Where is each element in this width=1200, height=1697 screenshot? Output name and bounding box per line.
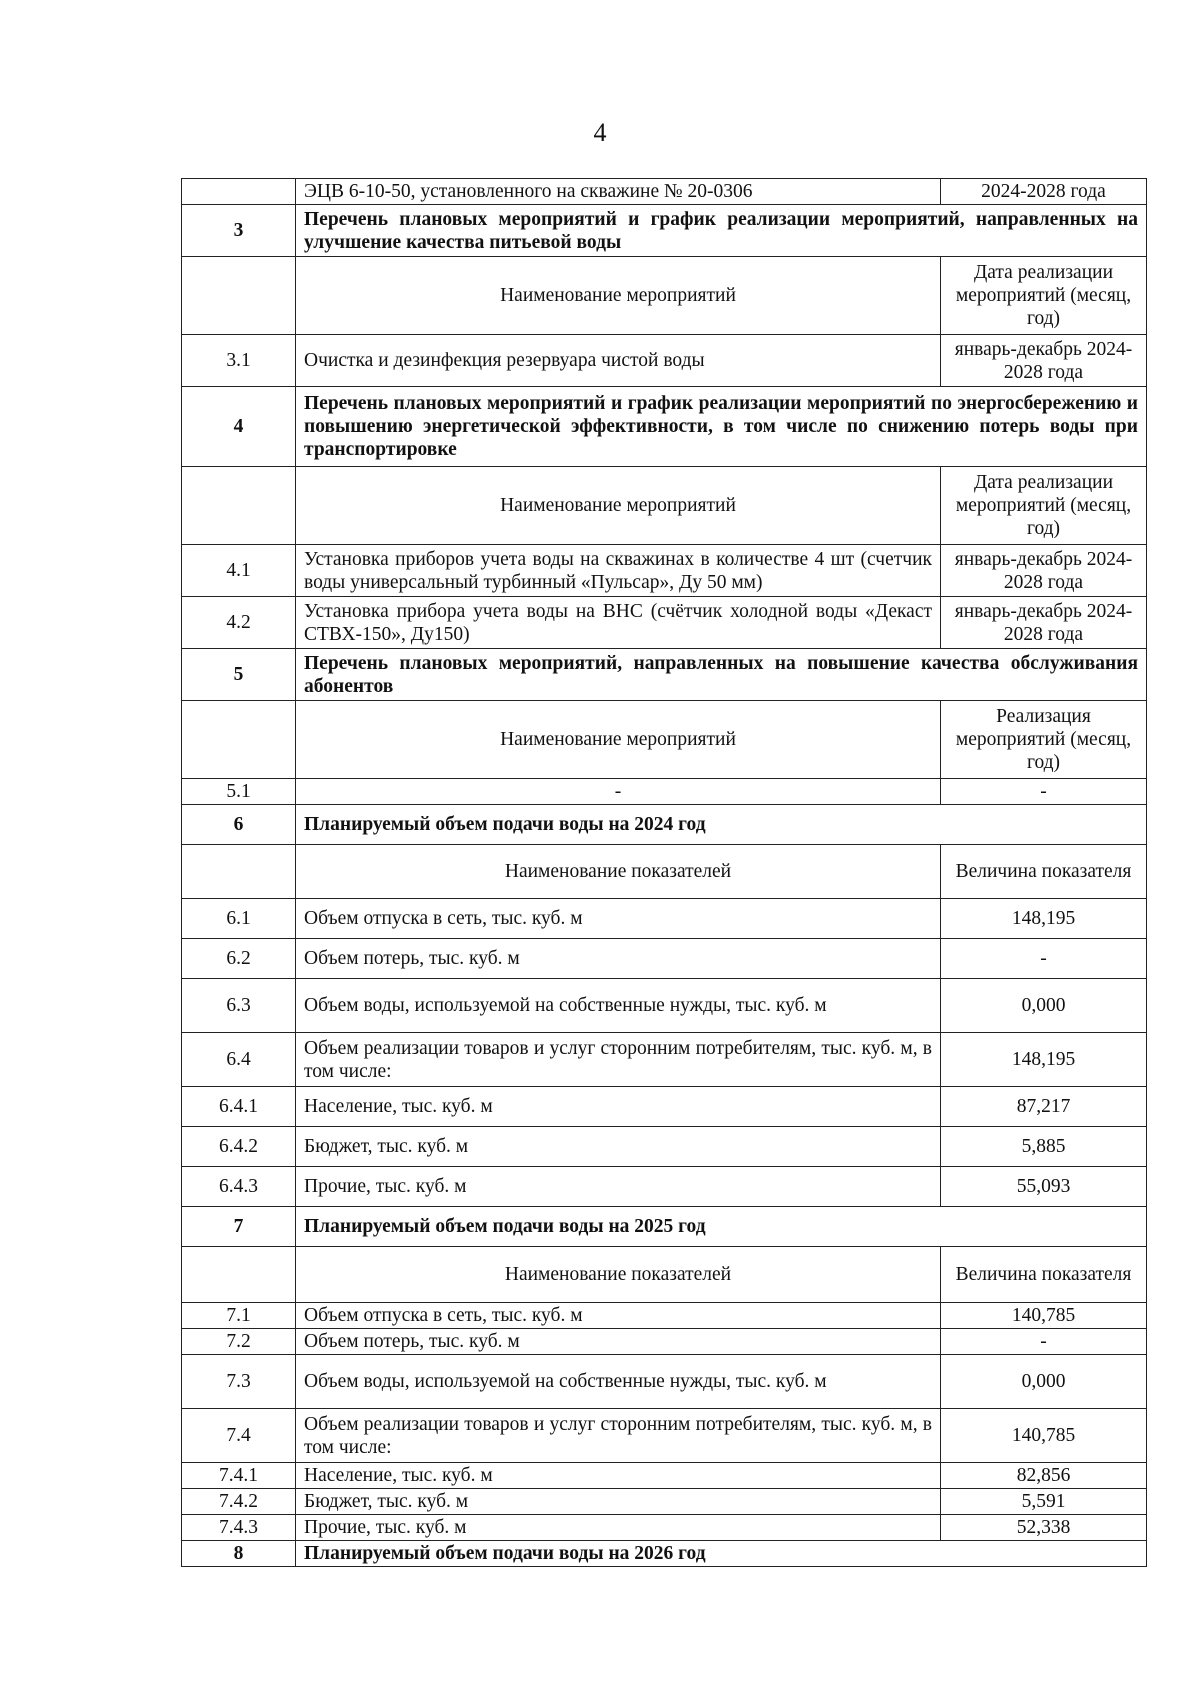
item-value: январь-декабрь 2024-2028 года [941, 545, 1147, 597]
page-number: 4 [593, 118, 607, 147]
table-row [182, 1303, 1147, 1329]
table-row [182, 597, 1147, 649]
item-value: 148,195 [941, 1033, 1147, 1087]
row-number: 6.4.3 [182, 1167, 296, 1207]
table-row [182, 1355, 1147, 1409]
item-name: Объем отпуска в сеть, тыс. куб. м [296, 1303, 941, 1329]
item-value: 148,195 [941, 899, 1147, 939]
column-header-value: Величина показателя [941, 1247, 1147, 1303]
column-header-name: Наименование показателей [296, 1247, 941, 1303]
row-number: 5.1 [182, 779, 296, 805]
row-number: 7.4.3 [182, 1515, 296, 1541]
table-row [182, 939, 1147, 979]
row-number: 5 [182, 649, 296, 701]
row-number [182, 467, 296, 545]
item-name: Объем воды, используемой на собственные нужды, тыс. куб. м [296, 979, 941, 1033]
column-header-name: Наименование мероприятий [296, 257, 941, 335]
item-value: 140,785 [941, 1303, 1147, 1329]
table-body [182, 179, 1147, 1567]
table-row [182, 1463, 1147, 1489]
row-number: 6.3 [182, 979, 296, 1033]
row-number [182, 845, 296, 899]
row-number: 6.4 [182, 1033, 296, 1087]
row-number [182, 701, 296, 779]
table-row [182, 779, 1147, 805]
section-title: Планируемый объем подачи воды на 2026 год [296, 1541, 1147, 1567]
item-value: 5,885 [941, 1127, 1147, 1167]
table-row [182, 179, 1147, 205]
item-name: Объем отпуска в сеть, тыс. куб. м [296, 899, 941, 939]
row-number: 7.2 [182, 1329, 296, 1355]
item-name: Очистка и дезинфекция резервуара чистой воды [296, 335, 941, 387]
table-row [182, 1409, 1147, 1463]
item-value: 82,856 [941, 1463, 1147, 1489]
section-title: Планируемый объем подачи воды на 2025 год [296, 1207, 1147, 1247]
measures-table [181, 178, 1147, 1567]
item-name: Бюджет, тыс. куб. м [296, 1489, 941, 1515]
row-number: 6.4.1 [182, 1087, 296, 1127]
row-number: 3 [182, 205, 296, 257]
section-row [182, 1207, 1147, 1247]
item-name: Население, тыс. куб. м [296, 1087, 941, 1127]
item-value: 0,000 [941, 979, 1147, 1033]
column-header-value: Дата реализации мероприятий (месяц, год) [941, 257, 1147, 335]
section-row [182, 205, 1147, 257]
row-number: 6.4.2 [182, 1127, 296, 1167]
row-number: 7.3 [182, 1355, 296, 1409]
column-header-name: Наименование мероприятий [296, 467, 941, 545]
item-name: Прочие, тыс. куб. м [296, 1515, 941, 1541]
item-name: Установка прибора учета воды на ВНС (счётчик холодной воды «Декаст СТВХ-150», Ду150) [296, 597, 941, 649]
section-title: Перечень плановых мероприятий и график реализации мероприятий по энергосбережению и повышению энергетической эффективности, в том числе по снижению потерь воды при транспортировке [296, 387, 1147, 467]
column-header-row [182, 845, 1147, 899]
column-header-value: Величина показателя [941, 845, 1147, 899]
item-name: - [296, 779, 941, 805]
row-number: 7.4.1 [182, 1463, 296, 1489]
item-name: Население, тыс. куб. м [296, 1463, 941, 1489]
table-row [182, 335, 1147, 387]
column-header-row [182, 1247, 1147, 1303]
table-row [182, 979, 1147, 1033]
row-number: 4 [182, 387, 296, 467]
item-value: 5,591 [941, 1489, 1147, 1515]
row-number: 6.2 [182, 939, 296, 979]
table-row [182, 1329, 1147, 1355]
row-number: 6 [182, 805, 296, 845]
item-name: Объем реализации товаров и услуг сторонним потребителям, тыс. куб. м, в том числе: [296, 1033, 941, 1087]
item-name: Бюджет, тыс. куб. м [296, 1127, 941, 1167]
row-number [182, 1247, 296, 1303]
item-name: Объем потерь, тыс. куб. м [296, 939, 941, 979]
item-name: ЭЦВ 6-10-50, установленного на скважине № 20-0306 [296, 179, 941, 205]
item-value: - [941, 1329, 1147, 1355]
item-value: январь-декабрь 2024-2028 года [941, 335, 1147, 387]
item-name: Объем потерь, тыс. куб. м [296, 1329, 941, 1355]
table-row [182, 1087, 1147, 1127]
section-row [182, 649, 1147, 701]
column-header-value: Реализация мероприятий (месяц, год) [941, 701, 1147, 779]
section-title: Перечень плановых мероприятий и график реализации мероприятий, направленных на улучшение качества питьевой воды [296, 205, 1147, 257]
row-number: 7.1 [182, 1303, 296, 1329]
item-value: 55,093 [941, 1167, 1147, 1207]
row-number: 8 [182, 1541, 296, 1567]
item-value: - [941, 939, 1147, 979]
table-row [182, 1167, 1147, 1207]
item-value: январь-декабрь 2024-2028 года [941, 597, 1147, 649]
section-title: Перечень плановых мероприятий, направленных на повышение качества обслуживания абонентов [296, 649, 1147, 701]
column-header-row [182, 257, 1147, 335]
table-row [182, 1127, 1147, 1167]
table-row [182, 1489, 1147, 1515]
row-number: 7.4 [182, 1409, 296, 1463]
column-header-name: Наименование мероприятий [296, 701, 941, 779]
table-row [182, 899, 1147, 939]
row-number: 3.1 [182, 335, 296, 387]
section-row [182, 805, 1147, 845]
item-name: Объем реализации товаров и услуг сторонним потребителям, тыс. куб. м, в том числе: [296, 1409, 941, 1463]
item-value: 52,338 [941, 1515, 1147, 1541]
row-number: 7 [182, 1207, 296, 1247]
section-row [182, 387, 1147, 467]
column-header-value: Дата реализации мероприятий (месяц, год) [941, 467, 1147, 545]
item-value: 140,785 [941, 1409, 1147, 1463]
column-header-name: Наименование показателей [296, 845, 941, 899]
table-row [182, 545, 1147, 597]
row-number: 4.2 [182, 597, 296, 649]
item-name: Прочие, тыс. куб. м [296, 1167, 941, 1207]
table-row [182, 1033, 1147, 1087]
section-row [182, 1541, 1147, 1567]
section-title: Планируемый объем подачи воды на 2024 год [296, 805, 1147, 845]
item-value: - [941, 779, 1147, 805]
item-name: Установка приборов учета воды на скважинах в количестве 4 шт (счетчик воды универсальный турбинный «Пульсар», Ду 50 мм) [296, 545, 941, 597]
column-header-row [182, 701, 1147, 779]
row-number [182, 179, 296, 205]
row-number: 4.1 [182, 545, 296, 597]
item-value: 2024-2028 года [941, 179, 1147, 205]
table-row [182, 1515, 1147, 1541]
row-number [182, 257, 296, 335]
item-name: Объем воды, используемой на собственные нужды, тыс. куб. м [296, 1355, 941, 1409]
item-value: 0,000 [941, 1355, 1147, 1409]
column-header-row [182, 467, 1147, 545]
row-number: 6.1 [182, 899, 296, 939]
item-value: 87,217 [941, 1087, 1147, 1127]
row-number: 7.4.2 [182, 1489, 296, 1515]
